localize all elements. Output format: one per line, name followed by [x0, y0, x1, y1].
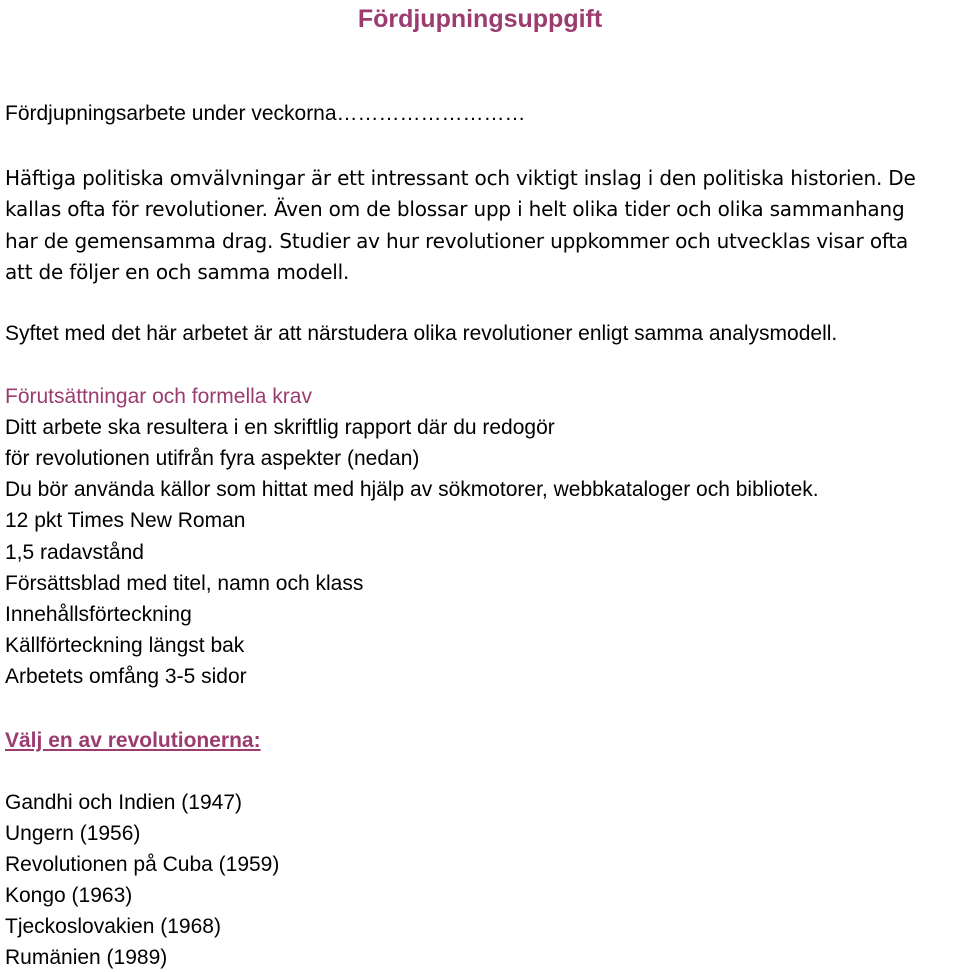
requirement-item: Arbetets omfång 3-5 sidor — [5, 665, 247, 688]
purpose-text: Syftet med det här arbetet är att närstudera olika revolutioner enligt samma analysmodell. — [5, 322, 838, 345]
intro-line-3: har de gemensamma drag. Studier av hur revolutioner uppkommer och utvecklas visar ofta — [5, 229, 909, 253]
revolution-item: Kongo (1963) — [5, 884, 133, 907]
intro-line-2: kallas ofta för revolutioner. Även om de blossar upp i helt olika tider och olika sammanhang — [5, 197, 905, 221]
choose-revolution-heading: Välj en av revolutionerna: — [5, 729, 261, 752]
revolution-item: Gandhi och Indien (1947) — [5, 791, 242, 814]
requirement-item: Källförteckning längst bak — [5, 634, 245, 657]
requirement-item: Du bör använda källor som hittat med hjälp av sökmotorer, webbkataloger och bibliotek. — [5, 478, 819, 501]
document-title: Fördjupningsuppgift — [357, 5, 603, 33]
revolution-item: Tjeckoslovakien (1968) — [5, 915, 221, 938]
revolution-item: Revolutionen på Cuba (1959) — [5, 853, 280, 876]
requirement-item: Försättsblad med titel, namn och klass — [5, 572, 364, 595]
requirements-heading: Förutsättningar och formella krav — [5, 385, 312, 408]
intro-line-4: att de följer en och samma modell. — [5, 260, 350, 284]
assignment-period-line: Fördjupningsarbete under veckorna……………………… — [5, 102, 526, 125]
revolution-item: Ungern (1956) — [5, 822, 141, 845]
intro-line-1: Häftiga politiska omvälvningar är ett intressant och viktigt inslag i den politiska historien. De — [5, 166, 916, 190]
revolution-item: Rumänien (1989) — [5, 946, 168, 969]
requirement-item: Ditt arbete ska resultera i en skriftlig rapport där du redogör — [5, 416, 555, 439]
requirement-item: 12 pkt Times New Roman — [5, 509, 246, 532]
requirement-item: Innehållsförteckning — [5, 603, 192, 626]
requirement-item: 1,5 radavstånd — [5, 541, 144, 564]
requirement-item: för revolutionen utifrån fyra aspekter (nedan) — [5, 447, 420, 470]
